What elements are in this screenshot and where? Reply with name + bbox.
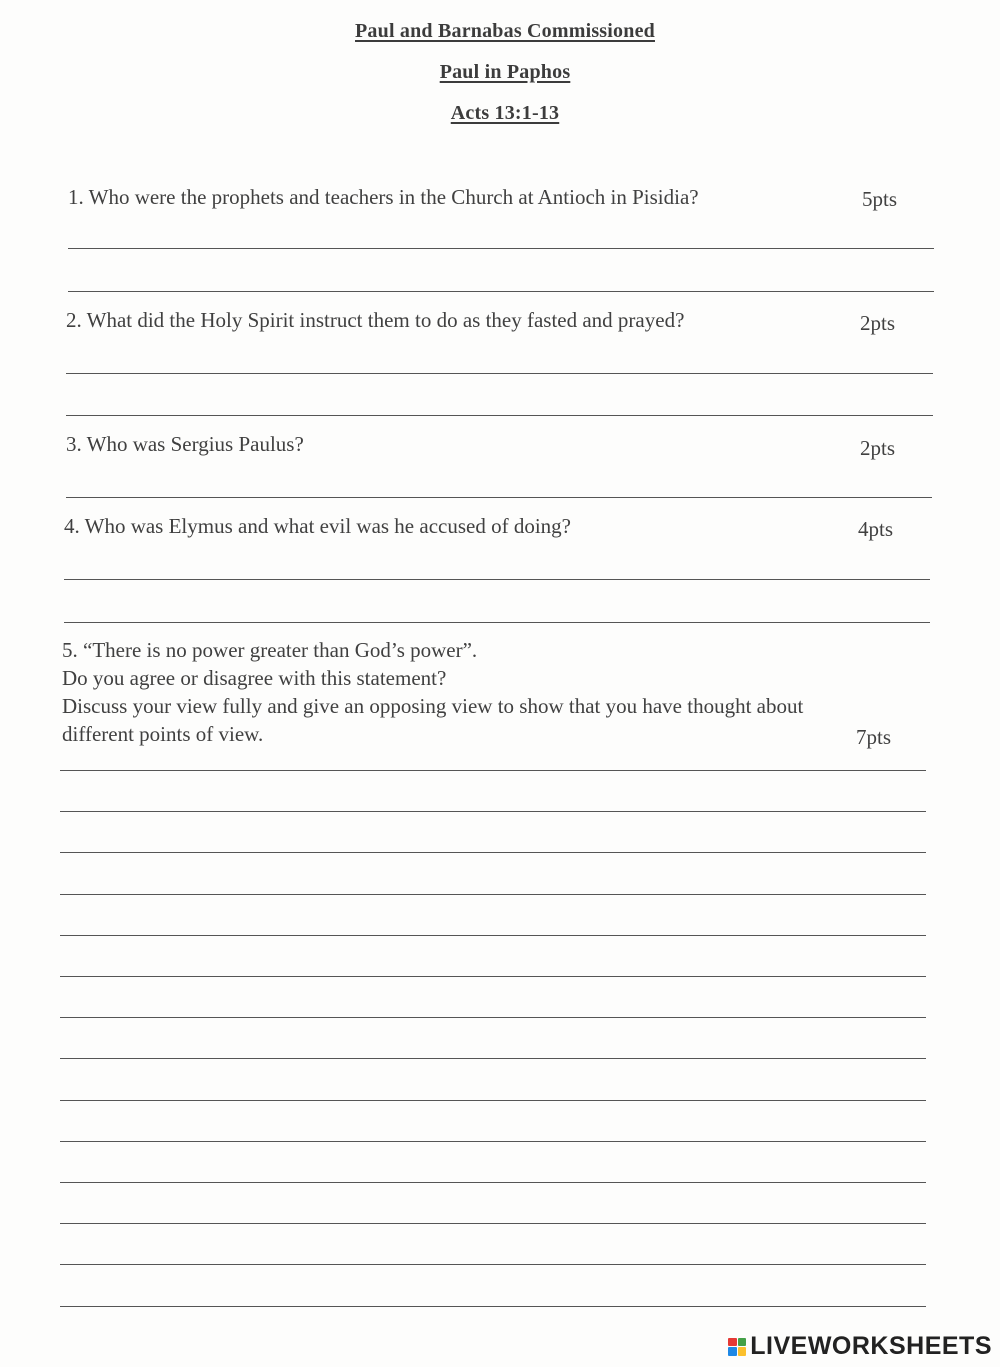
worksheet-subtitle: Paul in Paphos (439, 61, 571, 83)
answer-line[interactable] (68, 248, 934, 249)
answer-line[interactable] (66, 415, 933, 416)
answer-line[interactable] (60, 1223, 926, 1224)
answer-line[interactable] (60, 1141, 926, 1142)
question-1: 1. Who were the prophets and teachers in the Church at Antioch in Pisidia? (68, 185, 699, 209)
answer-line[interactable] (60, 1306, 926, 1307)
answer-line[interactable] (60, 894, 926, 895)
question-5 (62, 636, 932, 748)
answer-line[interactable] (64, 622, 930, 623)
worksheet-title: Paul and Barnabas Commissioned (355, 20, 655, 42)
question-5-instruction-cont: different points of view. (62, 722, 264, 746)
answer-line[interactable] (60, 1264, 926, 1265)
question-5-prompt: Do you agree or disagree with this statement? (62, 666, 447, 690)
answer-line[interactable] (60, 976, 926, 977)
answer-line[interactable] (66, 373, 933, 374)
answer-line[interactable] (60, 1182, 926, 1183)
question-3-points: 2pts (860, 436, 896, 460)
answer-line[interactable] (60, 770, 926, 771)
answer-line[interactable] (66, 497, 932, 498)
answer-line[interactable] (60, 1058, 926, 1059)
liveworksheets-watermark (728, 1332, 992, 1361)
scripture-reference: Acts 13:1-13 (450, 102, 560, 124)
answer-line[interactable] (60, 1100, 926, 1101)
question-5-instruction: Discuss your view fully and give an opposing view to show that you have thought about (62, 694, 804, 718)
answer-line[interactable] (60, 811, 926, 812)
question-4: 4. Who was Elymus and what evil was he accused of doing? (64, 514, 571, 538)
answer-line[interactable] (60, 852, 926, 853)
watermark-text: LIVEWORKSHEETS (750, 1332, 992, 1360)
liveworksheets-logo-icon (728, 1338, 746, 1356)
answer-line[interactable] (60, 935, 926, 936)
question-2: 2. What did the Holy Spirit instruct them to do as they fasted and prayed? (66, 308, 685, 332)
answer-line[interactable] (64, 579, 930, 580)
question-5-points: 7pts (856, 725, 892, 749)
question-3: 3. Who was Sergius Paulus? (66, 432, 304, 456)
question-4-points: 4pts (858, 517, 894, 541)
answer-line[interactable] (68, 291, 934, 292)
question-1-points: 5pts (862, 187, 898, 211)
answer-line[interactable] (60, 1017, 926, 1018)
question-5-statement: 5. “There is no power greater than God’s power”. (62, 638, 478, 662)
question-2-points: 2pts (860, 311, 896, 335)
